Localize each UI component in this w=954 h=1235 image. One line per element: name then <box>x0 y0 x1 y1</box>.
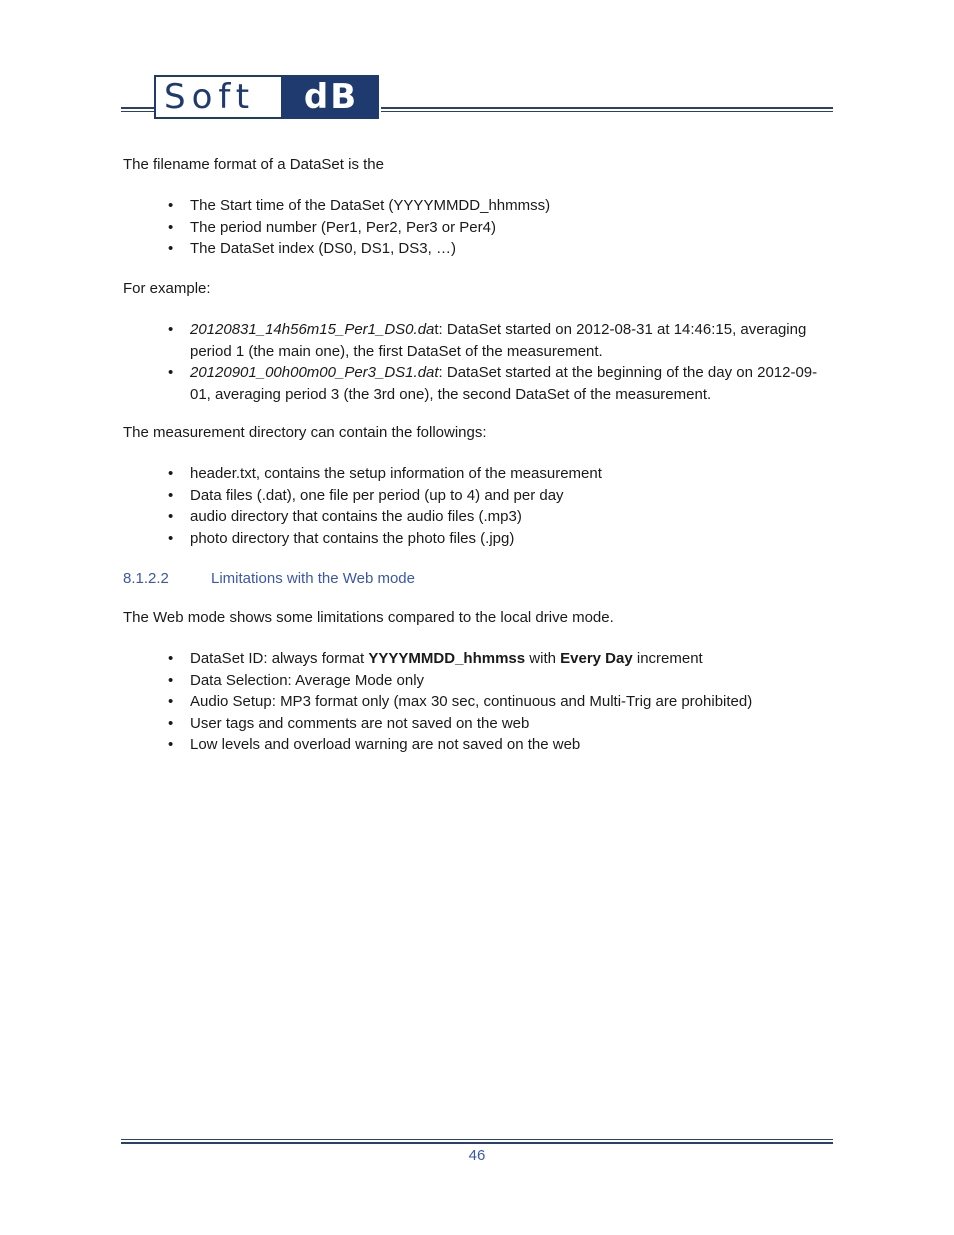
bullet-icon: • <box>168 736 174 754</box>
web-mode-limitations-list <box>123 648 833 756</box>
list-item: • The period number (Per1, Per2, Per3 or Per4) <box>123 217 833 239</box>
directory-list <box>123 463 833 549</box>
page-number: 46 <box>468 1147 486 1164</box>
list-item: • Data Selection: Average Mode only <box>123 670 833 692</box>
list-item: • 20120831_14h56m15_Per1_DS0.dat: DataSet started on 2012-08-31 at 14:46:15, averaging period 1 (the main one), the first DataSet of the measurement. <box>168 321 807 360</box>
bullet-icon: • <box>168 671 174 689</box>
directory-intro: The measurement directory can contain the followings: <box>123 424 487 441</box>
web-mode-intro: The Web mode shows some limitations compared to the local drive mode. <box>123 609 614 626</box>
bullet-icon: • <box>168 240 174 258</box>
bullet-icon: • <box>168 529 174 547</box>
logo-soft-text: Soft <box>154 75 283 119</box>
footer-rule-thin <box>121 1139 833 1140</box>
list-item: • Low levels and overload warning are not saved on the web <box>123 734 833 756</box>
bullet-icon: • <box>168 650 174 667</box>
footer-rule-thick <box>121 1142 833 1144</box>
list-item: • photo directory that contains the photo files (.jpg) <box>123 528 833 550</box>
header-rule-right-thick <box>381 107 833 109</box>
bullet-icon: • <box>168 465 174 482</box>
section-title: Limitations with the Web mode <box>211 570 415 587</box>
section-number: 8.1.2.2 <box>123 570 169 587</box>
list-item: • 20120901_00h00m00_Per3_DS1.dat: DataSet started at the beginning of the day on 2012-09-01, averaging period 3 (the 3rd one), the second DataSet of the measurement. <box>168 364 818 403</box>
list-item: • DataSet ID: always format YYYYMMDD_hhmmss with Every Day increment <box>123 648 833 670</box>
logo-db-text: dB <box>283 75 379 119</box>
list-item: • The Start time of the DataSet (YYYYMMDD_hhmmss) <box>123 195 833 217</box>
example-filename: 20120831_14h56m15_Per1_DS0.da <box>190 321 435 338</box>
list-item: • header.txt, contains the setup information of the measurement <box>123 463 833 485</box>
bullet-icon: • <box>168 218 174 236</box>
header-rule-left-thin <box>121 111 154 112</box>
header-rule-left-thick <box>121 107 154 109</box>
list-item: • audio directory that contains the audio files (.mp3) <box>123 506 833 528</box>
filename-format-list <box>123 195 833 260</box>
header-rule-right-thin <box>381 111 833 112</box>
list-item: • User tags and comments are not saved on the web <box>123 713 833 735</box>
bullet-icon: • <box>168 714 174 732</box>
bullet-icon: • <box>168 364 174 382</box>
example-list <box>123 319 833 405</box>
bullet-icon: • <box>168 508 174 526</box>
bullet-icon: • <box>168 486 174 504</box>
format-value: YYYYMMDD_hhmmss <box>368 650 526 667</box>
example-intro: For example: <box>123 280 211 297</box>
filename-format-intro: The filename format of a DataSet is the <box>123 156 384 173</box>
bullet-icon: • <box>168 693 174 711</box>
list-item: • Audio Setup: MP3 format only (max 30 sec, continuous and Multi-Trig are prohibited) <box>123 691 833 713</box>
bullet-icon: • <box>168 197 174 214</box>
list-item: • The DataSet index (DS0, DS1, DS3, …) <box>123 238 833 260</box>
list-item: • Data files (.dat), one file per period (up to 4) and per day <box>123 485 833 507</box>
bullet-icon: • <box>168 321 174 338</box>
example-filename: 20120901_00h00m00_Per3_DS1.dat <box>190 364 439 382</box>
increment-value: Every Day <box>560 650 633 667</box>
section-heading <box>123 568 415 589</box>
